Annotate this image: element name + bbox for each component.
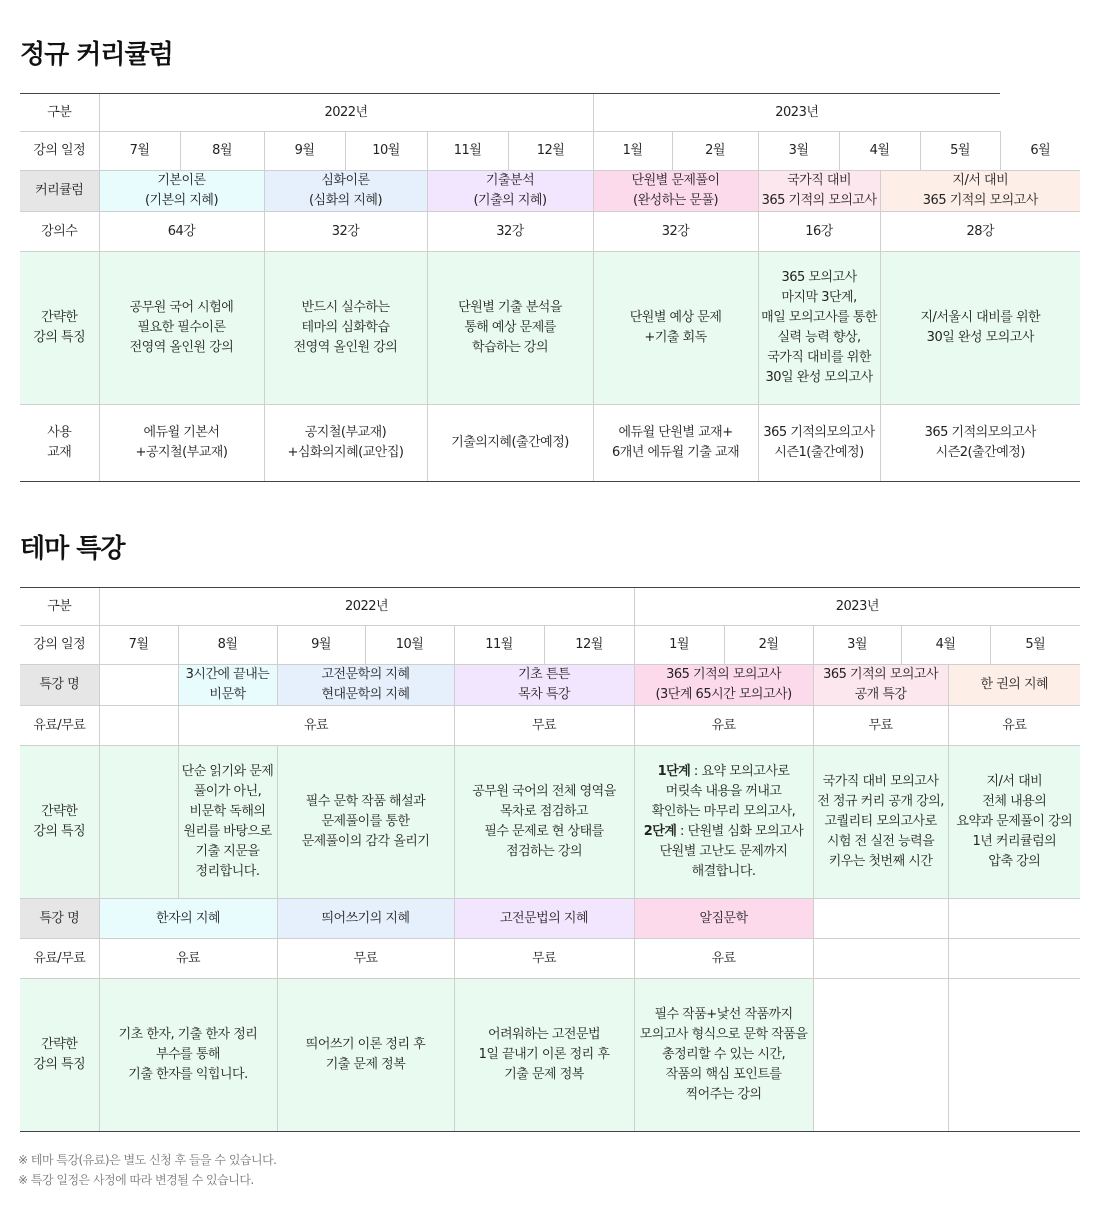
course-textbook: 에듀윌 단원별 교재+ 6개년 에듀윌 기출 교재 xyxy=(593,405,758,482)
month-cell: 1월 xyxy=(593,132,672,171)
lecture-fee: 유료 xyxy=(948,706,1080,746)
lecture-features: 기초 한자, 기출 한자 정리 부수를 통해 기출 한자를 익힙니다. xyxy=(99,979,277,1132)
empty-cell xyxy=(813,899,948,939)
curriculum-year-row xyxy=(20,94,1080,132)
month-cell: 4월 xyxy=(901,626,990,665)
lecture-name: 고전문법의 지혜 xyxy=(454,899,634,939)
month-cell: 8월 xyxy=(178,626,277,665)
course-textbook: 공지철(부교재) +심화의지혜(교안집) xyxy=(264,405,427,482)
month-cell: 10월 xyxy=(345,132,427,171)
lecture-name: 3시간에 끝내는 비문학 xyxy=(178,665,277,706)
row-label-schedule: 강의 일정 xyxy=(20,132,99,171)
row-label-features: 간략한 강의 특징 xyxy=(20,252,99,405)
course-features: 단원별 기출 분석을 통해 예상 문제를 학습하는 강의 xyxy=(427,252,593,405)
course-name: 지/서 대비 365 기적의 모의고사 xyxy=(880,171,1080,212)
course-count: 64강 xyxy=(99,212,264,252)
row-label-division: 구분 xyxy=(20,588,99,626)
course-name: 심화이론 (심화의 지혜) xyxy=(264,171,427,212)
month-cell: 8월 xyxy=(180,132,264,171)
lecture-name: 알짐문학 xyxy=(634,899,813,939)
month-cell: 1월 xyxy=(634,626,724,665)
month-cell: 3월 xyxy=(758,132,839,171)
theme-features-row-2 xyxy=(20,979,1080,1132)
course-textbook: 365 기적의모의고사 시즌1(출간예정) xyxy=(758,405,880,482)
course-features: 반드시 실수하는 테마의 심화학습 전영역 올인원 강의 xyxy=(264,252,427,405)
lecture-features: 필수 작품+낯선 작품까지 모의고사 형식으로 문학 작품을 총정리할 수 있는 시간, 작품의 핵심 포인트를 찍어주는 강의 xyxy=(634,979,813,1132)
course-features: 공무원 국어 시험에 필요한 필수이론 전영역 올인원 강의 xyxy=(99,252,264,405)
row-label-features: 간략한 강의 특징 xyxy=(20,979,99,1132)
month-cell: 2월 xyxy=(672,132,758,171)
month-cell: 11월 xyxy=(427,132,508,171)
empty-cell xyxy=(813,939,948,979)
year-2022: 2022년 xyxy=(99,94,593,132)
month-cell: 6월 xyxy=(1000,132,1080,171)
footnote: ※ 테마 특강(유료)은 별도 신청 후 들을 수 있습니다. xyxy=(18,1153,277,1167)
course-count: 32강 xyxy=(264,212,427,252)
lecture-name: 365 기적의 모의고사 (3단계 65시간 모의고사) xyxy=(634,665,813,706)
row-label-count: 강의수 xyxy=(20,212,99,252)
lecture-name: 고전문학의 지혜 현대문학의 지혜 xyxy=(277,665,454,706)
curriculum-textbook-row xyxy=(20,405,1080,482)
empty-cell xyxy=(99,746,178,899)
course-name: 기본이론 (기본의 지혜) xyxy=(99,171,264,212)
curriculum-features-row xyxy=(20,252,1080,405)
lecture-name: 365 기적의 모의고사 공개 특강 xyxy=(813,665,948,706)
empty-cell xyxy=(948,939,1080,979)
month-cell: 5월 xyxy=(920,132,1000,171)
month-cell: 12월 xyxy=(544,626,634,665)
course-textbook: 365 기적의모의고사 시즌2(출간예정) xyxy=(880,405,1080,482)
theme-month-row xyxy=(20,626,1080,665)
row-label-fee: 유료/무료 xyxy=(20,706,99,746)
lecture-name: 한 권의 지혜 xyxy=(948,665,1080,706)
course-textbook: 에듀윌 기본서 +공지철(부교재) xyxy=(99,405,264,482)
lecture-fee: 유료 xyxy=(634,939,813,979)
empty-cell xyxy=(948,979,1080,1132)
row-label-curriculum: 커리큘럼 xyxy=(20,171,99,212)
lecture-features: 필수 문학 작품 해설과 문제풀이를 통한 문제풀이의 감각 올리기 xyxy=(277,746,454,899)
course-count: 28강 xyxy=(880,212,1080,252)
row-label-textbook: 사용 교재 xyxy=(20,405,99,482)
month-cell: 9월 xyxy=(277,626,365,665)
empty-cell xyxy=(948,899,1080,939)
curriculum-name-row xyxy=(20,171,1080,212)
course-count: 32강 xyxy=(427,212,593,252)
course-features: 단원별 예상 문제 +기출 회독 xyxy=(593,252,758,405)
row-label-schedule: 강의 일정 xyxy=(20,626,99,665)
lecture-fee: 유료 xyxy=(99,939,277,979)
curriculum-title: 정규 커리큘럼 xyxy=(20,40,173,70)
lecture-fee: 무료 xyxy=(454,706,634,746)
course-count: 16강 xyxy=(758,212,880,252)
empty-cell xyxy=(99,665,178,706)
lecture-features: 국가직 대비 모의고사 전 정규 커리 공개 강의, 고퀄리티 모의고사로 시험 전 실전 능력을 키우는 첫번째 시간 xyxy=(813,746,948,899)
theme-table xyxy=(20,587,1080,1132)
lecture-features: 어려워하는 고전문법 1일 끝내기 이론 정리 후 기출 문제 정복 xyxy=(454,979,634,1132)
row-label-features: 간략한 강의 특징 xyxy=(20,746,99,899)
year-2022: 2022년 xyxy=(99,588,634,626)
theme-fee-row-2 xyxy=(20,939,1080,979)
month-cell: 11월 xyxy=(454,626,544,665)
month-cell: 4월 xyxy=(839,132,920,171)
course-name: 국가직 대비 365 기적의 모의고사 xyxy=(758,171,880,212)
lecture-features: 단순 읽기와 문제 풀이가 아닌, 비문학 독해의 원리를 바탕으로 기출 지문을 정리합니다. xyxy=(178,746,277,899)
lecture-features: 띄어쓰기 이론 정리 후 기출 문제 정복 xyxy=(277,979,454,1132)
empty-cell xyxy=(99,706,178,746)
month-cell: 7월 xyxy=(99,132,180,171)
month-cell: 2월 xyxy=(724,626,813,665)
lecture-fee: 무료 xyxy=(454,939,634,979)
lecture-name: 한자의 지혜 xyxy=(99,899,277,939)
step2-text: : 단원별 심화 모의고사 단원별 고난도 문제까지 해결합니다. xyxy=(659,824,804,879)
month-cell: 10월 xyxy=(365,626,454,665)
row-label-division: 구분 xyxy=(20,94,99,132)
theme-features-row xyxy=(20,746,1080,899)
course-name: 기출분석 (기출의 지혜) xyxy=(427,171,593,212)
curriculum-table xyxy=(20,93,1080,482)
step2-label: 2단계 xyxy=(643,824,677,839)
month-cell: 9월 xyxy=(264,132,345,171)
course-count: 32강 xyxy=(593,212,758,252)
course-features: 365 모의고사 마지막 3단계, 매일 모의고사를 통한 실력 능력 향상, 국가직 대비를 위한 30일 완성 모의고사 xyxy=(758,252,880,405)
empty-cell xyxy=(813,979,948,1132)
year-2023: 2023년 xyxy=(593,94,1000,132)
curriculum-count-row xyxy=(20,212,1080,252)
footnote: ※ 특강 일정은 사정에 따라 변경될 수 있습니다. xyxy=(18,1173,254,1187)
lecture-fee: 유료 xyxy=(178,706,454,746)
course-name: 단원별 문제풀이 (완성하는 문풀) xyxy=(593,171,758,212)
theme-name-row xyxy=(20,665,1080,706)
month-cell: 7월 xyxy=(99,626,178,665)
lecture-name: 기초 튼튼 목차 특강 xyxy=(454,665,634,706)
course-textbook: 기출의지혜(출간예정) xyxy=(427,405,593,482)
row-label-fee: 유료/무료 xyxy=(20,939,99,979)
theme-name-row-2 xyxy=(20,899,1080,939)
lecture-fee: 유료 xyxy=(634,706,813,746)
course-features: 지/서울시 대비를 위한 30일 완성 모의고사 xyxy=(880,252,1080,405)
theme-fee-row xyxy=(20,706,1080,746)
lecture-features: 지/서 대비 전체 내용의 요약과 문제풀이 강의 1년 커리큘럼의 압축 강의 xyxy=(948,746,1080,899)
month-cell: 12월 xyxy=(508,132,593,171)
step1-text: : 요약 모의고사로 머릿속 내용을 꺼내고 확인하는 마무리 모의고사, xyxy=(651,764,796,819)
month-cell: 5월 xyxy=(990,626,1080,665)
month-cell: 3월 xyxy=(813,626,901,665)
lecture-features-steps xyxy=(634,746,813,899)
theme-year-row xyxy=(20,588,1080,626)
step1-label: 1단계 xyxy=(657,764,691,779)
theme-title: 테마 특강 xyxy=(20,534,125,564)
row-label-lecture-name: 특강 명 xyxy=(20,899,99,939)
row-label-lecture-name: 특강 명 xyxy=(20,665,99,706)
year-2023: 2023년 xyxy=(634,588,1080,626)
curriculum-month-row xyxy=(20,132,1080,171)
lecture-fee: 무료 xyxy=(813,706,948,746)
footnotes xyxy=(18,1150,277,1190)
lecture-name: 띄어쓰기의 지혜 xyxy=(277,899,454,939)
lecture-fee: 무료 xyxy=(277,939,454,979)
lecture-features: 공무원 국어의 전체 영역을 목차로 점검하고 필수 문제로 현 상태를 점검하는 강의 xyxy=(454,746,634,899)
